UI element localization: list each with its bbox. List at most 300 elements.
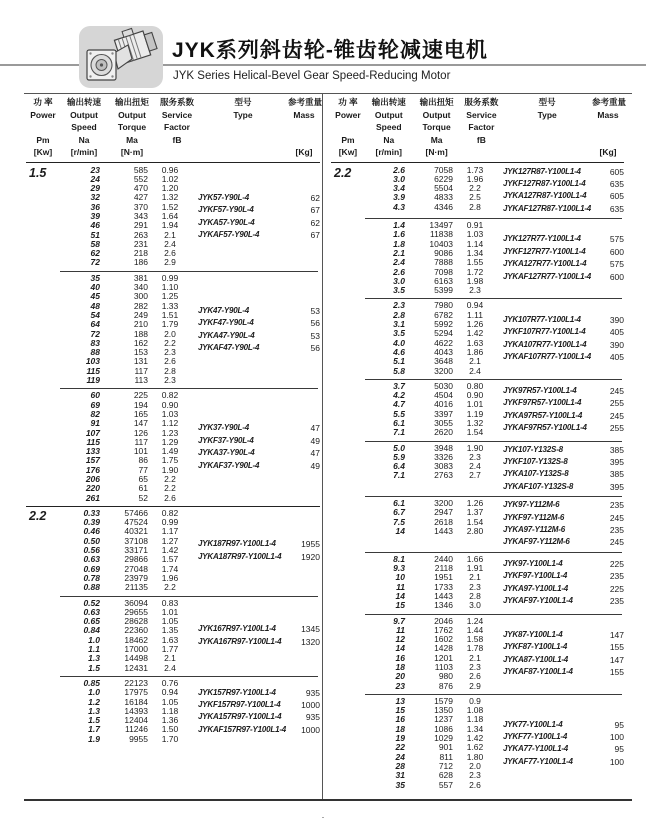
torque-value: 3948: [434, 442, 453, 453]
service-factor-value: 2.4: [469, 365, 481, 376]
service-factor-value: 1.27: [161, 535, 179, 546]
torque-value: 29655: [124, 606, 148, 617]
mass-value: 95: [614, 744, 624, 755]
model-row: [503, 666, 624, 678]
spec-group: [26, 596, 320, 676]
mass-value: 385: [609, 469, 624, 480]
model-rows: [198, 391, 320, 503]
torque-value: 117: [134, 436, 148, 447]
service-factor-value: 1.36: [161, 715, 179, 726]
type-value: JYKA97-Y100L1-4: [503, 583, 569, 593]
service-factor-value: 1.33: [161, 300, 179, 311]
power-value: [26, 274, 60, 386]
header-line: [288, 121, 320, 134]
type-value: JYKA127R77-Y100L1-4: [503, 259, 587, 269]
service-factor-value: 2.1: [469, 572, 481, 583]
model-rows: [503, 301, 624, 375]
type-value: JYKF127R77-Y100L1-4: [503, 246, 586, 256]
power-value: [331, 499, 365, 549]
torque-value: 2620: [434, 427, 453, 438]
torque-value: 1443: [434, 590, 453, 601]
service-factor-value: 0.90: [161, 399, 179, 410]
speed-value: 20: [395, 671, 405, 682]
speed-value: 1.3: [88, 705, 100, 716]
mass-value: 56: [310, 342, 320, 353]
model-row: [503, 190, 624, 202]
header-line: [N·m]: [425, 147, 448, 157]
speed-value: 35: [90, 272, 100, 283]
service-factor-value: 1.35: [161, 625, 179, 636]
speed-value: 3.5: [393, 285, 405, 296]
spec-group: [26, 388, 320, 506]
service-factor-value: 1.32: [466, 418, 484, 428]
header-col-type: [198, 96, 288, 159]
power-value: [331, 444, 365, 494]
torque-value: 11246: [124, 724, 148, 735]
model-row: [503, 468, 624, 480]
service-factor-value: 1.05: [161, 616, 179, 627]
service-factor-value: 2.3: [469, 581, 481, 592]
table-row: [365, 771, 503, 780]
model-row: [198, 192, 320, 204]
service-factor-value: 1.23: [161, 427, 179, 438]
service-factor-value: 2.6: [164, 248, 176, 259]
service-factor-value: 2.8: [469, 590, 481, 601]
table-row: [60, 466, 198, 475]
torque-value: 585: [133, 164, 148, 175]
service-factor-value: 1.26: [466, 319, 484, 330]
torque-value: 231: [133, 238, 148, 249]
mass-value: 255: [609, 423, 624, 434]
table-header: [331, 96, 627, 163]
torque-value: 5992: [434, 319, 453, 330]
type-value: JYK127R87-Y100L1-4: [503, 166, 581, 176]
mass-value: 95: [614, 719, 624, 730]
service-factor-value: 1.62: [466, 742, 484, 753]
speed-value: 5.5: [393, 408, 405, 419]
torque-value: 249: [133, 309, 148, 320]
type-value: JYKAF107R77-Y100L1-4: [503, 352, 592, 362]
torque-value: 1201: [434, 652, 453, 663]
header-line: Na: [78, 134, 90, 145]
table-row: [60, 664, 198, 673]
spec-group: [331, 614, 624, 694]
mass-value: 155: [609, 667, 624, 678]
torque-value: 126: [133, 427, 148, 438]
model-rows: [198, 166, 320, 268]
spec-group: [331, 552, 624, 614]
speed-value: 0.88: [83, 582, 100, 593]
header-col-fs: [461, 96, 503, 159]
data-rows: [60, 509, 198, 593]
header-line: Output: [118, 109, 146, 120]
type-value: JYKF87-Y100L1-4: [503, 642, 568, 652]
speed-value: 1.5: [88, 715, 100, 726]
service-factor-value: 1.14: [466, 238, 484, 249]
model-row: [503, 743, 624, 755]
page-subtitle: JYK Series Helical-Bevel Gear Speed-Reducing Motor: [173, 70, 451, 82]
torque-value: 4346: [434, 201, 453, 212]
torque-value: 712: [438, 760, 453, 771]
speed-value: 115: [86, 436, 100, 447]
mass-value: 1320: [301, 636, 320, 647]
model-row: [198, 724, 320, 736]
torque-value: 18462: [124, 634, 148, 645]
model-row: [198, 636, 320, 648]
type-value: JYKAF57-Y90L-4: [198, 230, 260, 240]
service-factor-value: 1.64: [161, 210, 179, 221]
speed-value: 107: [85, 427, 100, 438]
type-value: JYKAF107-Y132S-8: [503, 481, 574, 491]
header-line: Torque: [422, 122, 451, 132]
speed-value: 1.5: [88, 662, 100, 673]
service-factor-value: 2.3: [469, 770, 481, 781]
table-row: [60, 258, 198, 267]
model-row: [503, 641, 624, 653]
torque-value: 1237: [434, 714, 453, 725]
mass-value: 47: [310, 448, 320, 459]
header-line: [r/min]: [70, 147, 98, 157]
speed-value: 15: [395, 600, 405, 611]
model-row: [503, 233, 624, 245]
header-col-power: [331, 96, 365, 159]
table-row: [365, 428, 503, 437]
service-factor-value: 2.80: [466, 526, 484, 537]
mass-value: 1000: [301, 700, 320, 711]
header-line: Pm: [341, 134, 355, 145]
speed-value: 16: [395, 714, 405, 725]
service-factor-value: 3.0: [469, 600, 481, 611]
speed-value: 9.3: [393, 563, 405, 574]
header-line: Speed: [376, 122, 402, 132]
header-line: Power: [335, 109, 361, 120]
power-value: [331, 555, 365, 611]
speed-value: 3.1: [393, 319, 405, 330]
mass-value: 635: [609, 178, 624, 189]
model-rows: [198, 679, 320, 744]
header-line: [288, 134, 320, 147]
speed-value: 2.1: [393, 247, 405, 258]
table-row: [60, 221, 198, 230]
model-row: [198, 422, 320, 434]
service-factor-value: 1.34: [466, 723, 484, 734]
header-line: [592, 121, 624, 134]
service-factor-value: 1.96: [466, 173, 484, 184]
header-line: Output: [374, 109, 403, 120]
torque-value: 65: [138, 474, 148, 484]
mass-value: 575: [609, 234, 624, 245]
speed-value: 28: [395, 760, 405, 771]
mass-value: 235: [609, 500, 624, 511]
model-row: [503, 271, 624, 283]
torque-value: 427: [133, 192, 148, 203]
service-factor-value: 1.77: [161, 644, 179, 655]
model-rows: [503, 697, 624, 790]
spec-table-right: [331, 96, 627, 793]
header-line: [Kg]: [295, 147, 313, 157]
speed-value: 1.0: [88, 634, 100, 645]
speed-value: 2.8: [393, 309, 405, 320]
service-factor-value: 1.10: [161, 282, 179, 293]
type-value: JYK157R97-Y100L1-4: [198, 687, 276, 697]
service-factor-value: 1.63: [466, 337, 484, 348]
service-factor-value: 1.75: [161, 455, 179, 466]
power-value: 2.2: [334, 165, 352, 180]
torque-value: 2046: [434, 615, 453, 626]
header-line: 型号: [234, 97, 252, 107]
torque-value: 14498: [124, 653, 148, 664]
torque-value: 1762: [434, 624, 453, 635]
torque-value: 17975: [124, 687, 148, 698]
model-row: [198, 229, 320, 241]
speed-value: 1.3: [88, 653, 100, 664]
header-line: Type: [537, 109, 557, 120]
header-line: 功 率: [338, 97, 358, 107]
model-row: [503, 351, 624, 363]
speed-value: 6.7: [393, 507, 405, 518]
speed-value: 1.8: [393, 238, 405, 249]
torque-value: 811: [439, 751, 453, 762]
service-factor-value: 0.82: [161, 507, 179, 518]
data-rows: [365, 166, 503, 216]
service-factor-value: 1.72: [466, 266, 484, 277]
gear-motor-icon: [78, 25, 164, 89]
type-value: JYKAF87-Y100L1-4: [503, 667, 573, 677]
model-row: [503, 410, 624, 422]
type-value: JYKF47-Y90L-4: [198, 318, 254, 328]
torque-value: 218: [133, 248, 148, 259]
data-rows: [60, 599, 198, 673]
header-col-speed: [60, 96, 108, 159]
service-factor-value: 2.1: [469, 356, 481, 367]
spec-group: [26, 676, 320, 747]
model-row: [198, 687, 320, 699]
header-line: Factor: [164, 122, 190, 132]
service-factor-value: 1.02: [161, 173, 179, 184]
mass-value: 1345: [301, 624, 320, 635]
data-rows: [365, 617, 503, 691]
service-factor-value: 1.91: [466, 563, 484, 574]
mass-value: 155: [609, 642, 624, 653]
service-factor-value: 1.96: [161, 572, 179, 583]
type-value: JYKAF97R57-Y100L1-4: [503, 423, 587, 433]
speed-value: 19: [395, 733, 405, 744]
header-col-mass: [592, 96, 627, 159]
model-row: [503, 444, 624, 456]
table-row: [60, 494, 198, 503]
speed-value: 4.3: [393, 201, 405, 212]
spec-group: [331, 298, 624, 378]
table-row: [60, 240, 198, 249]
torque-value: 113: [134, 375, 148, 386]
mass-value: 1920: [301, 551, 320, 562]
torque-value: 10403: [429, 238, 453, 249]
type-value: JYKA87-Y100L1-4: [503, 654, 569, 664]
type-value: JYKA157R97-Y100L1-4: [198, 712, 282, 722]
torque-value: 1602: [434, 634, 453, 645]
model-rows: [503, 444, 624, 494]
table-row: [60, 249, 198, 258]
torque-value: 4016: [434, 399, 453, 410]
service-factor-value: 1.34: [466, 247, 484, 258]
model-row: [503, 512, 624, 524]
speed-value: 3.9: [393, 192, 405, 203]
type-value: JYKAF97-Y112M-6: [503, 537, 570, 547]
mass-value: 49: [310, 435, 320, 446]
torque-value: 27048: [124, 563, 148, 574]
power-value: [26, 391, 60, 503]
torque-value: 7888: [434, 257, 453, 268]
speed-value: 1.9: [88, 733, 100, 744]
header-line: [331, 121, 365, 134]
torque-value: 7980: [434, 300, 453, 311]
data-rows: [365, 697, 503, 790]
mass-value: 390: [609, 314, 624, 325]
speed-value: 0.33: [83, 507, 100, 518]
speed-value: 0.63: [83, 554, 100, 565]
speed-value: 32: [90, 192, 100, 203]
type-value: JYKA127R87-Y100L1-4: [503, 191, 587, 201]
torque-value: 1346: [434, 600, 453, 611]
service-factor-value: 1.73: [466, 164, 484, 175]
speed-value: 2.4: [393, 257, 405, 268]
table-row: [365, 682, 503, 691]
speed-value: 3.5: [393, 328, 405, 339]
model-rows: [503, 166, 624, 216]
speed-value: 83: [90, 337, 100, 348]
table-row: [60, 735, 198, 744]
torque-value: 52: [138, 492, 148, 503]
torque-value: 186: [133, 257, 148, 268]
model-row: [503, 595, 624, 607]
header-col-type: [502, 96, 592, 159]
model-rows: [198, 599, 320, 673]
torque-value: 2618: [434, 516, 453, 527]
model-row: [503, 456, 624, 468]
speed-value: 6.4: [393, 461, 405, 472]
torque-value: 381: [133, 272, 148, 283]
torque-value: 5399: [434, 285, 453, 296]
table-row: [60, 484, 198, 493]
mass-value: 635: [609, 203, 624, 214]
mass-value: 935: [305, 687, 320, 698]
service-factor-value: 1.18: [161, 705, 179, 716]
service-factor-value: 2.6: [164, 356, 176, 367]
service-factor-value: 2.9: [469, 680, 481, 691]
speed-value: 0.56: [83, 545, 100, 556]
model-row: [198, 460, 320, 472]
torque-value: 552: [133, 173, 148, 184]
type-value: JYK97R57-Y100L1-4: [503, 385, 577, 395]
type-value: JYK187R97-Y100L1-4: [198, 539, 276, 549]
torque-value: 23979: [124, 572, 148, 583]
table-row: [365, 654, 503, 663]
speed-value: 2.6: [393, 266, 405, 277]
service-factor-value: 2.3: [469, 661, 481, 672]
mass-value: 147: [609, 654, 624, 665]
spec-group: [331, 441, 624, 497]
speed-value: 35: [395, 779, 405, 790]
header-line: [156, 146, 198, 159]
type-value: JYKF57-Y90L-4: [198, 205, 254, 215]
service-factor-value: 1.90: [466, 442, 484, 453]
service-factor-value: 2.4: [164, 662, 176, 673]
torque-value: 13497: [429, 220, 453, 231]
mass-value: 47: [310, 423, 320, 434]
header-line: 型号: [538, 97, 556, 107]
service-factor-value: 1.32: [161, 192, 179, 203]
model-row: [503, 499, 624, 511]
model-row: [198, 204, 320, 216]
speed-value: 8.1: [393, 553, 405, 564]
torque-value: 980: [438, 671, 453, 682]
service-factor-value: 1.86: [466, 346, 484, 357]
speed-value: 54: [90, 309, 100, 320]
table-row: [60, 376, 198, 385]
torque-value: 1428: [434, 643, 453, 654]
header-line: [Kg]: [599, 147, 617, 157]
mass-value: 53: [310, 305, 320, 316]
power-value: [26, 599, 60, 673]
service-factor-value: 2.6: [164, 492, 176, 503]
type-value: JYKA167R97-Y100L1-4: [198, 636, 282, 646]
model-row: [503, 570, 624, 582]
torque-value: 4043: [434, 346, 453, 357]
service-factor-value: 2.3: [164, 375, 176, 386]
table-row: [60, 583, 198, 592]
service-factor-value: 0.76: [161, 677, 179, 688]
torque-value: 3200: [434, 498, 453, 509]
torque-value: 22360: [124, 625, 148, 636]
torque-value: 4833: [434, 192, 453, 203]
mass-value: 405: [609, 327, 624, 338]
mass-value: 605: [609, 166, 624, 177]
header-col-mass: [288, 96, 323, 159]
torque-value: 225: [133, 390, 148, 401]
model-row: [198, 711, 320, 723]
torque-value: 77: [138, 464, 148, 475]
header-line: Mass: [293, 109, 315, 120]
speed-value: 31: [395, 770, 405, 781]
service-factor-value: 0.94: [466, 300, 484, 311]
service-factor-value: 1.12: [161, 418, 179, 429]
service-factor-value: 2.9: [164, 257, 176, 268]
table-row: [365, 471, 503, 480]
torque-value: 3648: [434, 356, 453, 367]
type-value: JYKAF97-Y100L1-4: [503, 596, 573, 605]
torque-value: 1733: [434, 581, 453, 592]
service-factor-value: 0.80: [466, 380, 484, 391]
mass-value: 67: [310, 205, 320, 216]
spec-table-left: [26, 96, 323, 747]
header-line: [N·m]: [120, 147, 144, 157]
header-line: Speed: [71, 122, 97, 132]
spec-group: [26, 506, 320, 596]
data-rows: [60, 391, 198, 503]
torque-value: 37108: [124, 535, 148, 546]
data-rows: [365, 382, 503, 438]
speed-value: 24: [90, 173, 100, 184]
mass-value: 405: [609, 352, 624, 363]
speed-value: 5.0: [393, 442, 405, 453]
service-factor-value: 1.25: [161, 291, 179, 302]
torque-value: 901: [438, 742, 453, 753]
table-row: [365, 762, 503, 771]
torque-value: 5294: [434, 328, 453, 339]
table-row: [365, 781, 503, 790]
service-factor-value: 2.8: [469, 201, 481, 212]
speed-value: 1.2: [88, 696, 100, 707]
